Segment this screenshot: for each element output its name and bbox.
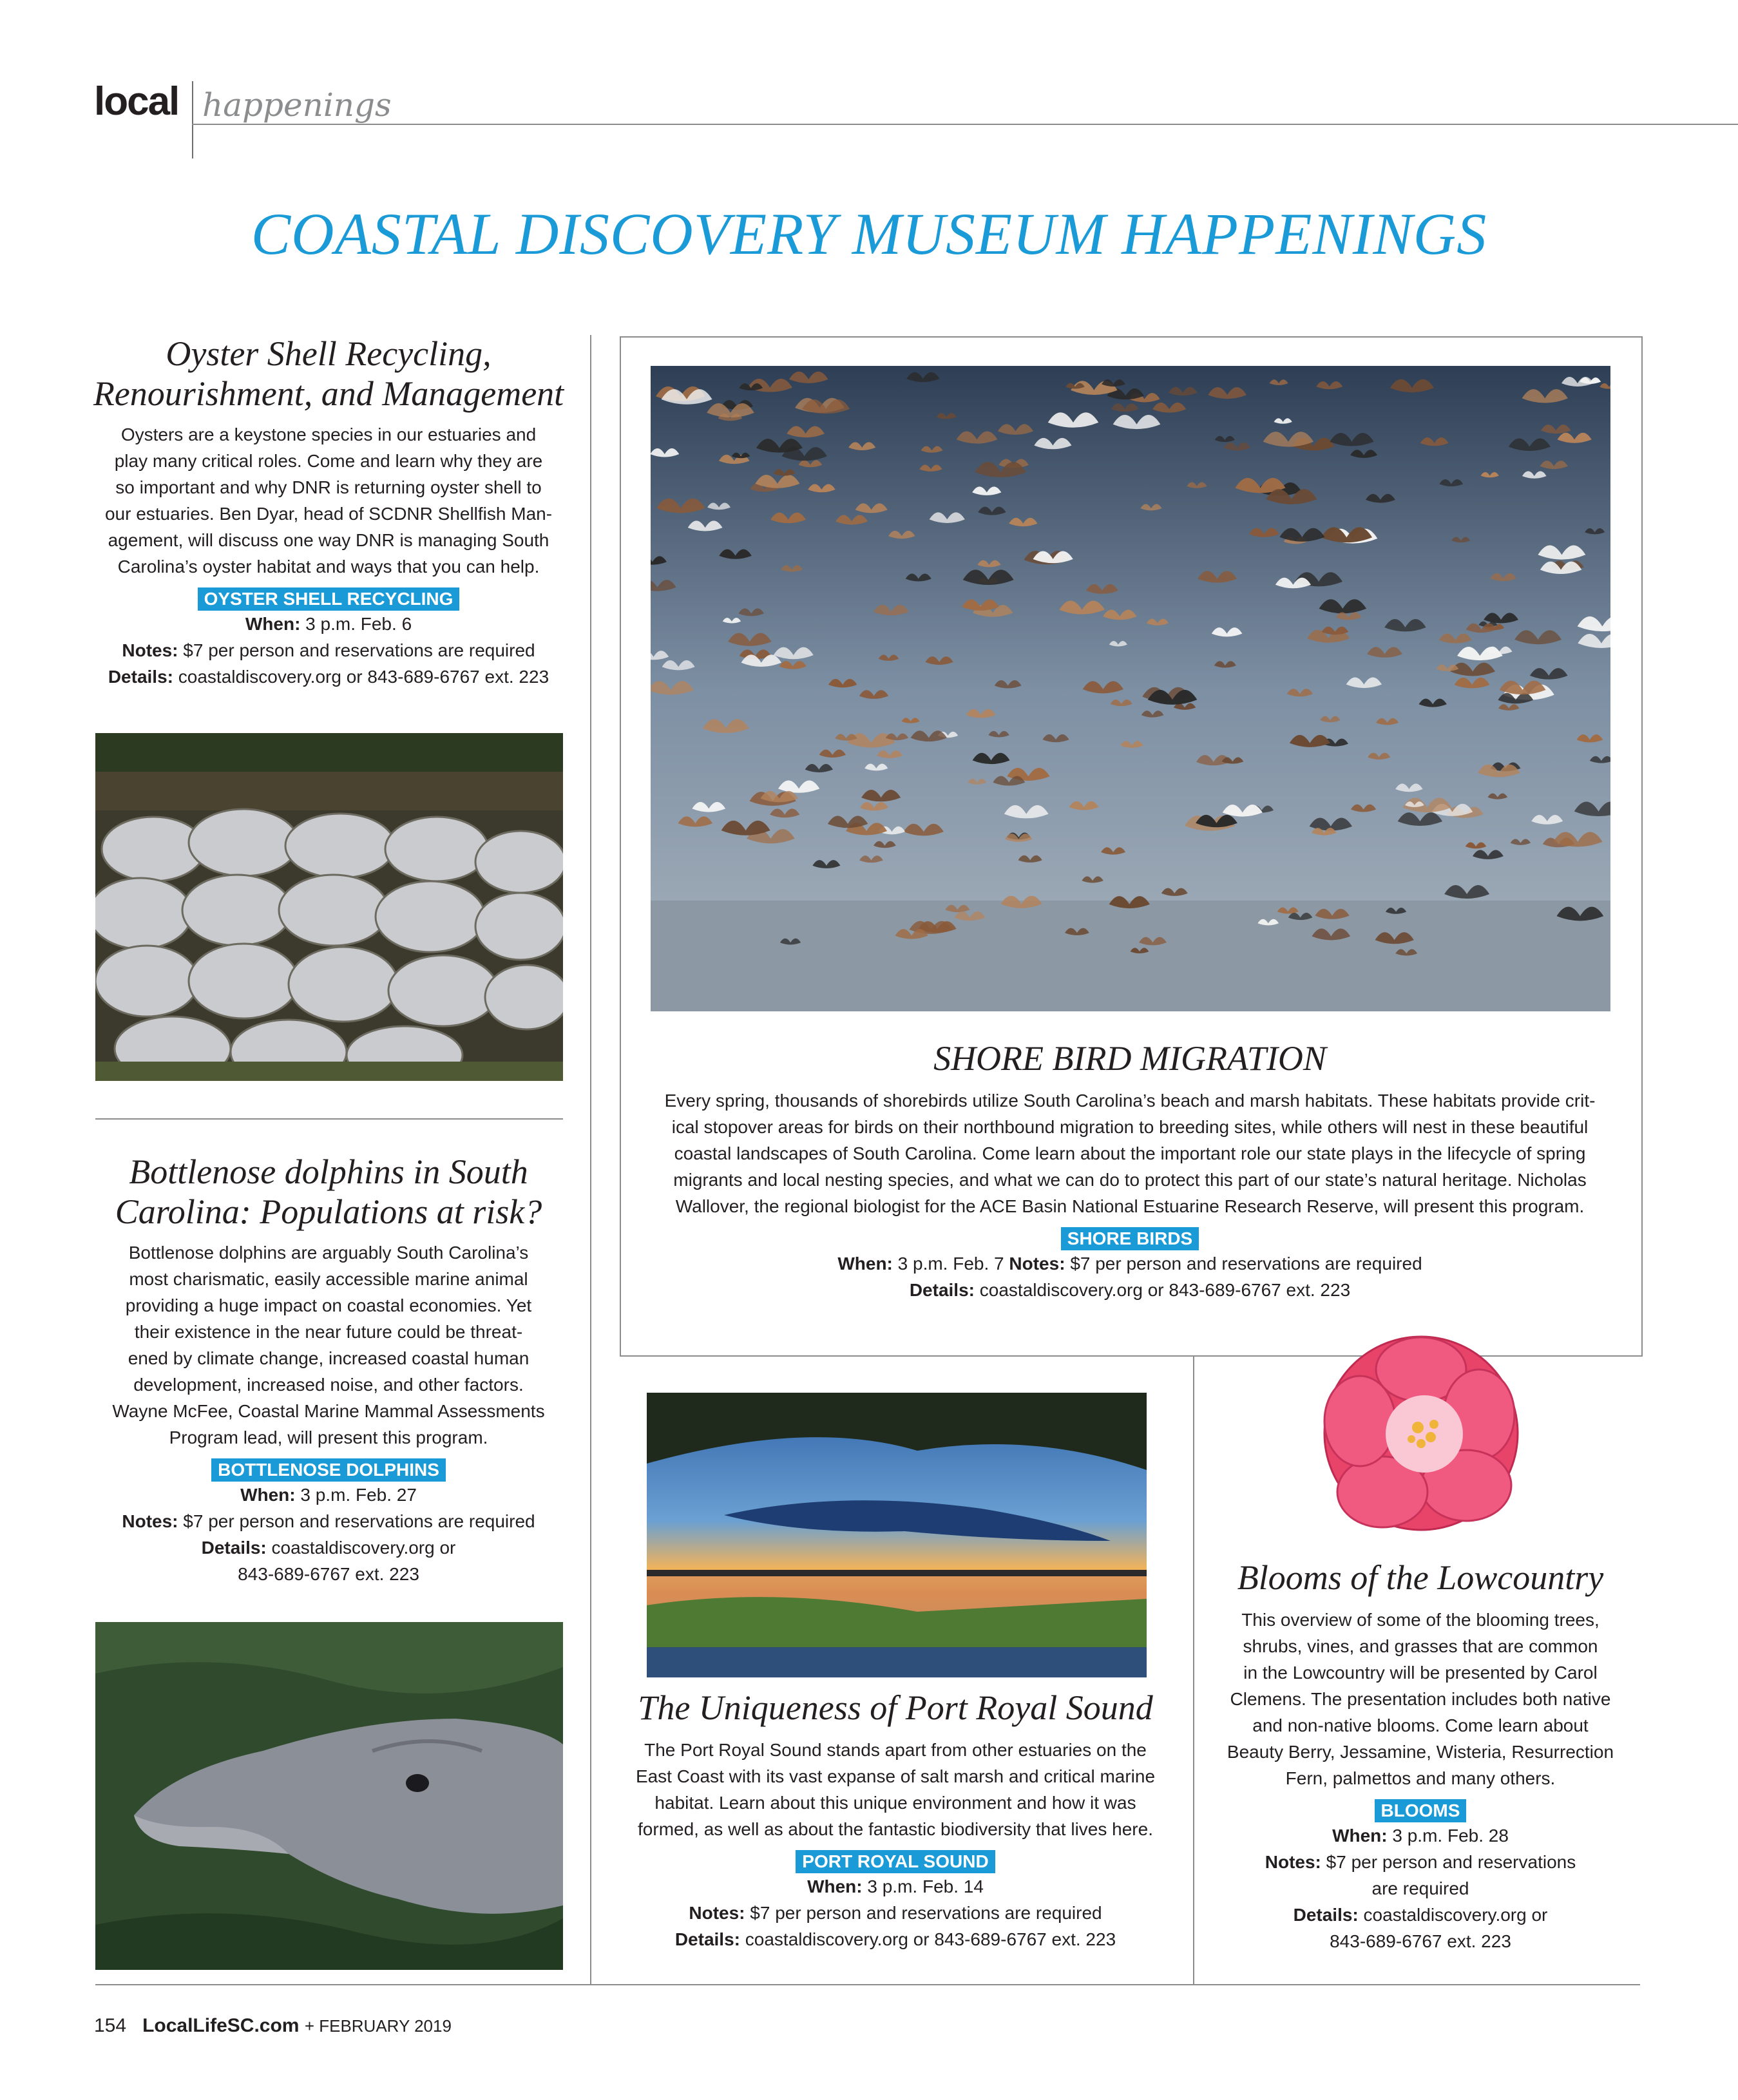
blooms-body-line: Fern, palmettos and many others. xyxy=(1285,1768,1556,1788)
blooms-details xyxy=(1198,1902,1643,1928)
dolphins-body-line: their existence in the near future could be threat- xyxy=(134,1322,523,1342)
shorebirds-when-notes xyxy=(620,1250,1640,1277)
details-label: Details: xyxy=(108,667,173,687)
oyster-event xyxy=(77,334,580,690)
header-divider xyxy=(192,81,193,158)
details-label: Details: xyxy=(674,1929,740,1949)
camellia-flower-photo xyxy=(1312,1324,1531,1542)
port-royal-body-line: East Coast with its vast expanse of salt marsh and critical marine xyxy=(635,1766,1156,1786)
oyster-heading-line1: Oyster Shell Recycling, xyxy=(166,334,492,373)
dolphins-notes xyxy=(77,1508,580,1534)
dolphins-body-line: Bottlenose dolphins are arguably South Carolina’s xyxy=(128,1243,529,1263)
shorebirds-body-line: ical stopover areas for birds on their northbound migration to breeding sites, while others will nest in these beautiful xyxy=(671,1117,1589,1137)
details-value: coastaldiscovery.org or 843-689-6767 ext. 223 xyxy=(745,1929,1116,1949)
shorebirds-body-line: Wallover, the regional biologist for the ACE Basin National Estuarine Research Reserve, will present this program. xyxy=(675,1196,1585,1216)
notes-label: Notes: xyxy=(1009,1254,1065,1274)
oyster-heading xyxy=(77,334,580,414)
notes-label: Notes: xyxy=(1265,1852,1321,1872)
port-royal-heading: The Uniqueness of Port Royal Sound xyxy=(638,1688,1153,1727)
oyster-body-line: play many critical roles. Come and learn why they are xyxy=(114,451,543,471)
blooms-body-line: This overview of some of the blooming trees, xyxy=(1241,1610,1600,1630)
site-link[interactable]: LocalLifeSC.com xyxy=(142,2015,300,2036)
oyster-body xyxy=(77,421,580,580)
notes-label: Notes: xyxy=(122,640,178,660)
shorebirds-body-line: Every spring, thousands of shorebirds utilize South Carolina’s beach and marsh habitats. These habitats provide crit- xyxy=(664,1091,1596,1111)
column-divider-right xyxy=(1193,1355,1194,1984)
port-royal-body-line: formed, as well as about the fantastic biodiversity that lives here. xyxy=(638,1819,1153,1839)
when-label: When: xyxy=(1332,1826,1388,1846)
issue-label: + FEBRUARY 2019 xyxy=(304,2016,452,2036)
subsection-label: happenings xyxy=(202,86,392,124)
dolphins-details xyxy=(77,1534,580,1561)
details-value: coastaldiscovery.org or xyxy=(1363,1905,1548,1925)
port-royal-event xyxy=(606,1688,1185,1952)
oyster-body-line: so important and why DNR is returning oyster shell to xyxy=(115,477,542,497)
when-value: 3 p.m. Feb. 6 xyxy=(305,614,412,634)
details-value: coastaldiscovery.org or 843-689-6767 ext. 223 xyxy=(979,1280,1351,1300)
blooms-event xyxy=(1198,1558,1643,1954)
column-divider-left xyxy=(590,335,591,1984)
port-royal-when xyxy=(606,1873,1185,1900)
oyster-body-line: our estuaries. Ben Dyar, head of SCDNR Shellfish Man- xyxy=(104,504,553,524)
left-section-rule xyxy=(95,1118,563,1120)
notes-value: $7 per person and reservations are required xyxy=(183,1511,535,1531)
dolphins-heading xyxy=(77,1152,580,1232)
blooms-body-line: shrubs, vines, and grasses that are common xyxy=(1243,1636,1598,1656)
blooms-body-line: Beauty Berry, Jessamine, Wisteria, Resurrection xyxy=(1227,1742,1614,1762)
when-label: When: xyxy=(837,1254,893,1274)
blooms-tag: BLOOMS xyxy=(1375,1799,1467,1822)
when-value: 3 p.m. Feb. 7 xyxy=(897,1254,1004,1274)
details-label: Details: xyxy=(1293,1905,1359,1925)
when-value: 3 p.m. Feb. 28 xyxy=(1392,1826,1509,1846)
when-label: When: xyxy=(240,1485,296,1505)
shorebirds-body-line: migrants and local nesting species, and what we can do to protect this part of our state’s natural heritage. Nicholas xyxy=(673,1170,1587,1190)
details-label: Details: xyxy=(201,1538,267,1558)
page-footer xyxy=(94,2015,452,2037)
port-royal-notes xyxy=(606,1900,1185,1926)
bottom-rule xyxy=(95,1984,1640,1985)
shorebirds-tag: SHORE BIRDS xyxy=(1061,1227,1199,1250)
details-label: Details: xyxy=(909,1280,975,1300)
blooms-body xyxy=(1198,1607,1643,1791)
details-value: coastaldiscovery.org or xyxy=(271,1538,456,1558)
dolphins-body-line: development, increased noise, and other factors. xyxy=(133,1375,524,1395)
notes-label: Notes: xyxy=(122,1511,178,1531)
blooms-details-line2: 843-689-6767 ext. 223 xyxy=(1330,1931,1511,1951)
when-label: When: xyxy=(807,1876,863,1896)
dolphins-heading-line2: Carolina: Populations at risk? xyxy=(115,1192,542,1231)
blooms-body-line: Clemens. The presentation includes both native xyxy=(1230,1689,1611,1709)
when-label: When: xyxy=(245,614,301,634)
oyster-body-line: agement, will discuss one way DNR is managing South xyxy=(108,530,549,550)
dolphins-body-line: Wayne McFee, Coastal Marine Mammal Assessments xyxy=(112,1401,545,1421)
dolphins-details-line2: 843-689-6767 ext. 223 xyxy=(238,1564,419,1584)
port-royal-tag: PORT ROYAL SOUND xyxy=(796,1850,995,1873)
port-royal-body-line: habitat. Learn about this unique environment and how it was xyxy=(654,1793,1136,1813)
port-royal-body xyxy=(606,1737,1185,1842)
oyster-when xyxy=(77,611,580,637)
shorebirds-body-line: coastal landscapes of South Carolina. Come learn about the important role our state plays in the lifecycle of spring xyxy=(674,1143,1586,1163)
blooms-body-line: and non-native blooms. Come learn about xyxy=(1252,1715,1589,1735)
oyster-notes xyxy=(77,637,580,663)
dolphins-when xyxy=(77,1482,580,1508)
notes-value: $7 per person and reservations are required xyxy=(183,640,535,660)
blooms-when xyxy=(1198,1822,1643,1849)
shorebirds-heading: SHORE BIRD MIGRATION xyxy=(933,1039,1326,1078)
dolphins-body-line: Program lead, will present this program. xyxy=(169,1427,488,1447)
blooms-heading: Blooms of the Lowcountry xyxy=(1237,1558,1604,1597)
shorebirds-details xyxy=(620,1277,1640,1303)
shorebirds-body xyxy=(620,1087,1640,1219)
when-value: 3 p.m. Feb. 27 xyxy=(300,1485,417,1505)
blooms-body-line: in the Lowcountry will be presented by Carol xyxy=(1243,1663,1598,1683)
dolphins-body-line: ened by climate change, increased coastal human xyxy=(128,1348,530,1368)
dolphin-photo xyxy=(95,1622,563,1970)
oyster-shell-photo xyxy=(95,733,563,1081)
oyster-tag: OYSTER SHELL RECYCLING xyxy=(198,587,460,611)
oyster-body-line: Carolina’s oyster habitat and ways that you can help. xyxy=(117,557,540,577)
oyster-heading-line2: Renourishment, and Management xyxy=(93,374,564,413)
dolphins-body-line: most charismatic, easily accessible marine animal xyxy=(129,1269,528,1289)
dolphins-tag: BOTTLENOSE DOLPHINS xyxy=(211,1458,446,1482)
dolphins-body xyxy=(77,1239,580,1451)
notes-value: $7 per person and reservations are required xyxy=(1070,1254,1422,1274)
notes-value: $7 per person and reservations are required xyxy=(750,1903,1102,1923)
page-number: 154 xyxy=(94,2015,127,2036)
port-royal-photo xyxy=(647,1393,1147,1677)
page-title: COASTAL DISCOVERY MUSEUM HAPPENINGS xyxy=(251,201,1487,267)
shorebirds-photo xyxy=(651,366,1610,1011)
details-value: coastaldiscovery.org or 843-689-6767 ext. 223 xyxy=(178,667,549,687)
section-label: local xyxy=(94,79,179,124)
dolphins-event xyxy=(77,1152,580,1587)
when-value: 3 p.m. Feb. 14 xyxy=(867,1876,984,1896)
blooms-notes-line2: are required xyxy=(1371,1878,1469,1898)
dolphins-heading-line1: Bottlenose dolphins in South xyxy=(129,1152,528,1191)
dolphins-body-line: providing a huge impact on coastal economies. Yet xyxy=(125,1295,532,1315)
header-rule xyxy=(192,124,1738,125)
shorebirds-event xyxy=(620,1038,1640,1303)
notes-value: $7 per person and reservations xyxy=(1326,1852,1576,1872)
blooms-notes xyxy=(1198,1849,1643,1875)
notes-label: Notes: xyxy=(689,1903,745,1923)
oyster-body-line: Oysters are a keystone species in our estuaries and xyxy=(120,425,537,444)
oyster-details xyxy=(77,663,580,690)
port-royal-details xyxy=(606,1926,1185,1952)
port-royal-body-line: The Port Royal Sound stands apart from other estuaries on the xyxy=(644,1740,1147,1760)
